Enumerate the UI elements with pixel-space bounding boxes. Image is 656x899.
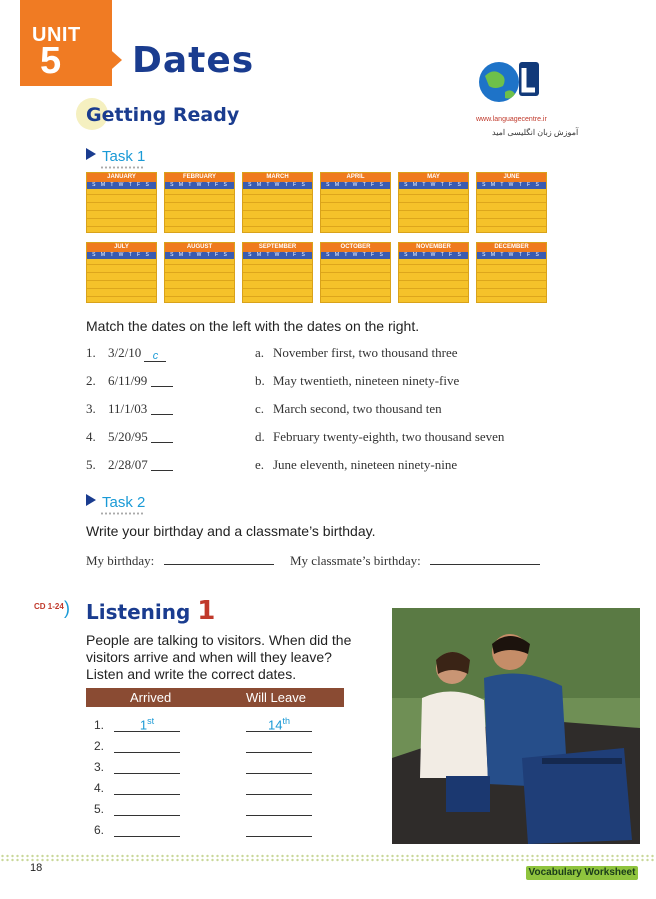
option-letter: b.	[255, 373, 265, 388]
option-item	[255, 457, 457, 473]
page-title: Dates	[132, 40, 255, 81]
listening-heading: Listening 1	[86, 596, 216, 626]
question-item	[86, 457, 173, 473]
calendar-dates	[477, 259, 546, 304]
arrived-field[interactable]	[114, 716, 180, 733]
calendar-dates	[399, 189, 468, 234]
task1-instruction: Match the dates on the left with the dates on the right.	[86, 318, 420, 334]
task1-heading: Task 1	[86, 148, 145, 165]
calendar-weekdays: S M T W T F S	[243, 182, 312, 189]
answer-blank[interactable]: c	[144, 350, 166, 362]
answer-blank[interactable]	[151, 431, 173, 443]
option-text: March second, two thousand ten	[273, 401, 442, 416]
task-arrow-icon	[86, 494, 96, 506]
option-letter: c.	[255, 401, 265, 416]
leave-field[interactable]	[246, 804, 312, 816]
question-date: 5/20/95	[108, 429, 148, 444]
question-item	[86, 401, 173, 417]
my-birthday-field[interactable]	[164, 555, 274, 565]
leave-field[interactable]	[246, 825, 312, 837]
arrived-field[interactable]	[114, 783, 180, 795]
question-date: 2/28/07	[108, 457, 148, 472]
calendar-month	[320, 242, 391, 303]
row-number: 6.	[94, 823, 105, 837]
listening-instruction: People are talking to visitors. When did the visitors arrive and when will they leave? Listen and write the correct dates.	[86, 632, 352, 682]
calendar-weekdays: S M T W T F S	[243, 252, 312, 259]
calendar-month-name: JUNE	[477, 173, 546, 182]
calendar-weekdays: S M T W T F S	[399, 182, 468, 189]
arrived-value: 1st	[139, 716, 155, 733]
option-letter: a.	[255, 345, 265, 360]
answer-blank[interactable]	[151, 375, 173, 387]
calendar-dates	[243, 259, 312, 304]
question-number: 2.	[86, 373, 96, 388]
calendar-dates	[165, 259, 234, 304]
question-item	[86, 429, 173, 445]
dotted-underline	[100, 166, 144, 169]
calendar-weekdays: S M T W T F S	[399, 252, 468, 259]
classmate-birthday-row	[290, 553, 540, 569]
calendar-month	[86, 242, 157, 303]
option-text: February twenty-eighth, two thousand seven	[273, 429, 505, 444]
question-number: 4.	[86, 429, 96, 444]
calendar-month-name: JULY	[87, 243, 156, 252]
question-number: 5.	[86, 457, 96, 472]
calendar-dates	[399, 259, 468, 304]
calendar-month-name: MAY	[399, 173, 468, 182]
calendar-dates	[87, 189, 156, 234]
getting-ready-heading: Getting Ready	[86, 104, 240, 126]
calendar-month-name: AUGUST	[165, 243, 234, 252]
my-birthday-label: My birthday:	[86, 553, 155, 568]
arrived-field[interactable]	[114, 741, 180, 753]
option-item	[255, 429, 504, 445]
page-number: 18	[30, 862, 43, 874]
arrived-column-header: Arrived	[130, 690, 172, 705]
calendar-weekdays: S M T W T F S	[477, 182, 546, 189]
row-number: 4.	[94, 781, 105, 795]
calendar-dates	[477, 189, 546, 234]
row-number: 1.	[94, 718, 105, 732]
leave-field[interactable]	[246, 716, 312, 733]
arrived-field[interactable]	[114, 762, 180, 774]
leave-field[interactable]	[246, 783, 312, 795]
bottom-dotted-rule	[0, 854, 656, 862]
calendar-month	[398, 242, 469, 303]
leave-value: 14th	[268, 716, 290, 733]
calendar-month-name: SEPTEMBER	[243, 243, 312, 252]
option-text: May twentieth, nineteen ninety-five	[273, 373, 460, 388]
arrived-field[interactable]	[114, 825, 180, 837]
logo-url: www.languagecentre.ir	[476, 116, 547, 123]
question-number: 3.	[86, 401, 96, 416]
option-letter: e.	[255, 457, 265, 472]
logo-persian-caption: آموزش زبان انگلیسی امید	[492, 128, 579, 137]
option-item	[255, 401, 442, 417]
calendar-month-name: JANUARY	[87, 173, 156, 182]
leave-field[interactable]	[246, 741, 312, 753]
question-number: 1.	[86, 345, 96, 360]
task2-instruction: Write your birthday and a classmate’s birthday.	[86, 523, 376, 539]
calendar-dates	[321, 189, 390, 234]
option-letter: d.	[255, 429, 265, 444]
leave-column-header: Will Leave	[246, 690, 306, 705]
arrived-field[interactable]	[114, 804, 180, 816]
calendar-month	[398, 172, 469, 233]
question-date: 3/2/10	[108, 345, 142, 360]
calendar-month-name: NOVEMBER	[399, 243, 468, 252]
question-date: 6/11/99	[108, 373, 148, 388]
answer-blank[interactable]	[151, 403, 173, 415]
question-item	[86, 345, 166, 362]
answer-blank[interactable]	[151, 459, 173, 471]
task2-heading: Task 2	[86, 494, 145, 511]
calendar-weekdays: S M T W T F S	[321, 252, 390, 259]
calendar-month	[476, 242, 547, 303]
calendar-month-name: APRIL	[321, 173, 390, 182]
calendar-weekdays: S M T W T F S	[87, 182, 156, 189]
calendar-month	[242, 172, 313, 233]
task-arrow-icon	[86, 148, 96, 160]
option-text: June eleventh, nineteen ninety-nine	[273, 457, 458, 472]
question-date: 11/1/03	[108, 401, 148, 416]
cd-track-label: CD 1-24	[34, 602, 64, 611]
question-item	[86, 373, 173, 389]
audio-icon: )	[64, 598, 70, 618]
calendar-month	[320, 172, 391, 233]
classmate-birthday-label: My classmate’s birthday:	[290, 553, 421, 568]
calendar-month-name: FEBRUARY	[165, 173, 234, 182]
calendar-month-name: DECEMBER	[477, 243, 546, 252]
calendar-weekdays: S M T W T F S	[87, 252, 156, 259]
row-number: 5.	[94, 802, 105, 816]
calendar-dates	[243, 189, 312, 234]
option-item	[255, 373, 459, 389]
my-birthday-row	[86, 553, 274, 569]
option-item	[255, 345, 457, 361]
calendar-month	[164, 242, 235, 303]
unit-label: UNIT	[32, 24, 81, 46]
row-number: 3.	[94, 760, 105, 774]
unit-arrow-icon	[104, 44, 122, 76]
calendar-month	[86, 172, 157, 233]
calendar-weekdays: S M T W T F S	[321, 182, 390, 189]
unit-number: 5	[40, 40, 62, 82]
listening-number: 1	[197, 596, 216, 626]
calendar-month	[242, 242, 313, 303]
answer-table-header	[86, 688, 344, 707]
calendar-month	[164, 172, 235, 233]
calendar-dates	[321, 259, 390, 304]
option-text: November first, two thousand three	[273, 345, 458, 360]
vocabulary-worksheet-tag[interactable]: Vocabulary Worksheet	[526, 866, 638, 880]
calendar-month-name: OCTOBER	[321, 243, 390, 252]
calendar-dates	[165, 189, 234, 234]
classmate-birthday-field[interactable]	[430, 555, 540, 565]
calendar-weekdays: S M T W T F S	[165, 182, 234, 189]
calendar-month-name: MARCH	[243, 173, 312, 182]
calendar-month	[476, 172, 547, 233]
travelers-photo	[392, 608, 640, 844]
calendar-weekdays: S M T W T F S	[477, 252, 546, 259]
leave-field[interactable]	[246, 762, 312, 774]
dotted-underline	[100, 512, 144, 515]
calendar-dates	[87, 259, 156, 304]
calendar-weekdays: S M T W T F S	[165, 252, 234, 259]
row-number: 2.	[94, 739, 105, 753]
